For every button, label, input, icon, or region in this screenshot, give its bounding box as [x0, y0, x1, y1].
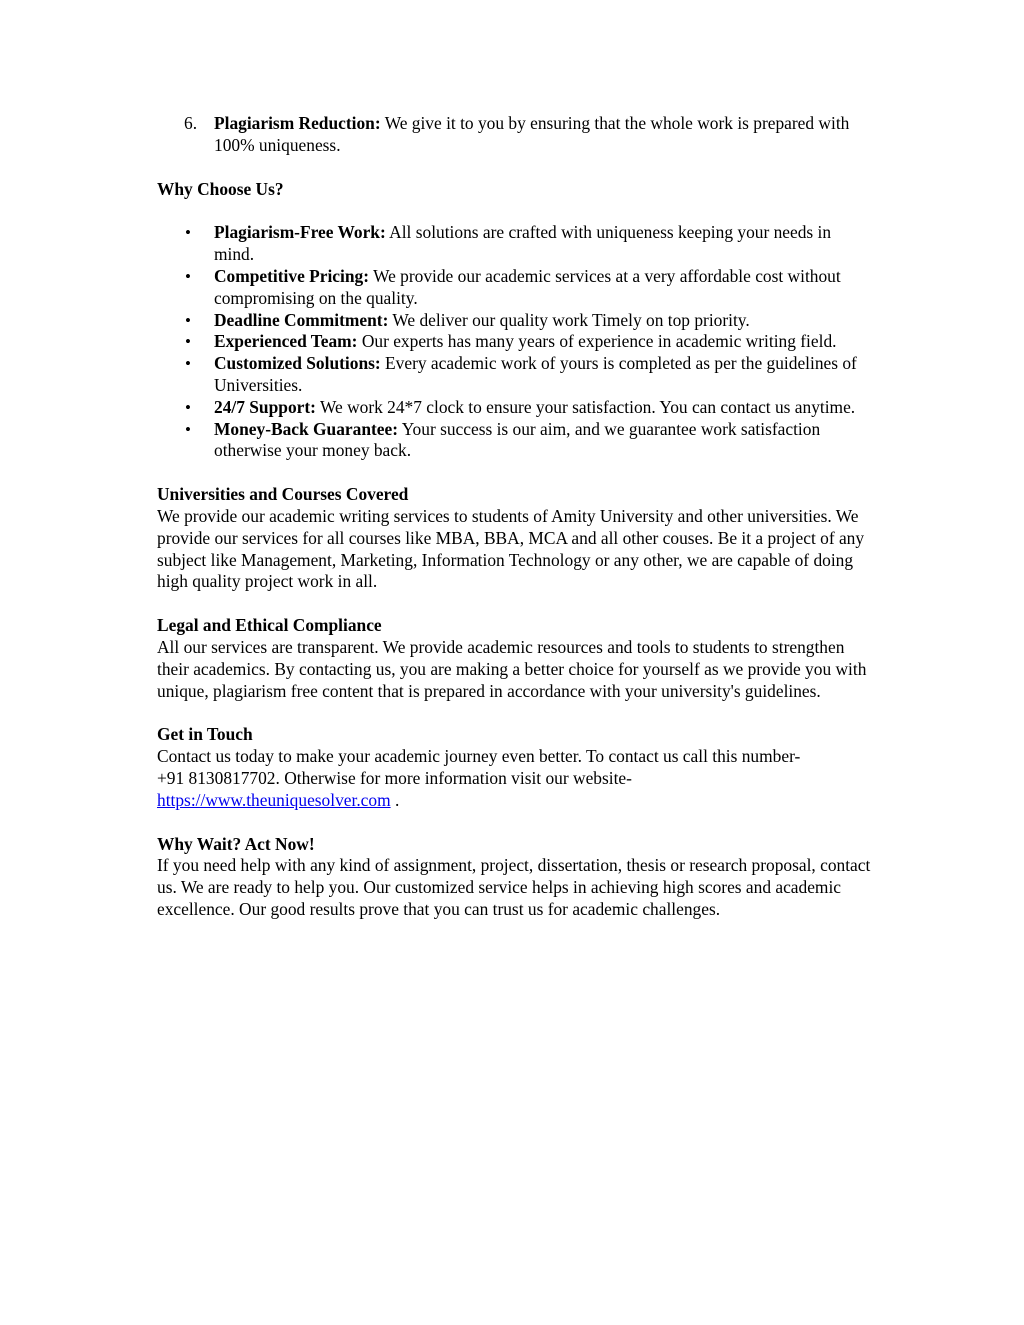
contact-line-2: +91 8130817702. Otherwise for more information visit our website-: [157, 767, 632, 788]
list-item-title: Competitive Pricing:: [214, 265, 370, 286]
bullet-icon: •: [185, 419, 191, 439]
list-item-text: All solutions are crafted with uniqueness keeping your needs in mind.: [214, 222, 832, 265]
contact-paragraph: [157, 746, 872, 811]
bullet-icon: •: [185, 332, 191, 352]
bullet-icon: •: [185, 266, 191, 286]
bullet-icon: •: [185, 223, 191, 243]
list-item: [157, 222, 872, 266]
list-item-title: Experienced Team:: [214, 331, 358, 352]
list-item: [157, 310, 872, 332]
list-item: [157, 353, 872, 397]
list-item-text: We deliver our quality work Timely on top priority.: [388, 309, 750, 330]
list-item: [157, 331, 872, 353]
universities-paragraph: We provide our academic writing services to students of Amity University and other universities. We provide our services for all courses like MBA, BBA, MCA and all other couses. Be it a project of any subject like Management, Marketing, Information Technology or any other, we are capable of doing high quality project work in all.: [157, 505, 865, 592]
universities-heading: Universities and Courses Covered: [157, 484, 409, 505]
document-page: [157, 113, 872, 921]
list-item-title: Money-Back Guarantee:: [214, 418, 399, 439]
numbered-item-6: [157, 113, 872, 157]
contact-after-link: .: [390, 789, 400, 810]
list-item: [157, 266, 872, 310]
list-item: [157, 397, 872, 419]
legal-heading: Legal and Ethical Compliance: [157, 615, 382, 636]
item-number: 6.: [184, 113, 198, 133]
act-now-paragraph: If you need help with any kind of assignment, project, dissertation, thesis or research proposal, contact us. We are ready to help you. Our customized service helps in achieving high scores and academic excellence. Our good results prove that you can trust us for academic challenges.: [157, 855, 871, 919]
item-title: Plagiarism Reduction:: [214, 113, 381, 133]
bullet-icon: •: [185, 397, 191, 417]
bullet-icon: •: [185, 310, 191, 330]
website-link[interactable]: https://www.theuniquesolver.com: [157, 789, 391, 810]
list-item-text: We work 24*7 clock to ensure your satisfaction. You can contact us anytime.: [315, 396, 856, 417]
list-item: [157, 419, 872, 463]
item-text: We give it to you by ensuring that the whole work is prepared with 100% uniqueness.: [214, 113, 850, 155]
list-item-text: We provide our academic services at a very affordable cost without compromising on the quality.: [214, 265, 841, 308]
list-item-text: Your success is our aim, and we guarantee work satisfaction otherwise your money back.: [214, 418, 821, 461]
why-choose-heading: Why Choose Us?: [157, 178, 284, 199]
list-item-title: Customized Solutions:: [214, 353, 381, 374]
list-item-title: Plagiarism-Free Work:: [214, 222, 386, 243]
list-item-title: 24/7 Support:: [214, 396, 316, 417]
why-choose-list: [157, 222, 872, 462]
legal-paragraph: All our services are transparent. We provide academic resources and tools to students to strengthen their academics. By contacting us, you are making a better choice for yourself as we provide you with unique, plagiarism free content that is prepared in accordance with your university's guidelines.: [157, 636, 867, 701]
list-item-title: Deadline Commitment:: [214, 309, 389, 330]
list-item-text: Our experts has many years of experience in academic writing field.: [357, 331, 837, 352]
contact-heading: Get in Touch: [157, 724, 253, 745]
bullet-icon: •: [185, 354, 191, 374]
list-item-text: Every academic work of yours is completed as per the guidelines of Universities.: [214, 353, 857, 395]
act-now-heading: Why Wait? Act Now!: [157, 833, 315, 854]
contact-line-1: Contact us today to make your academic journey even better. To contact us call this number-: [157, 746, 801, 767]
